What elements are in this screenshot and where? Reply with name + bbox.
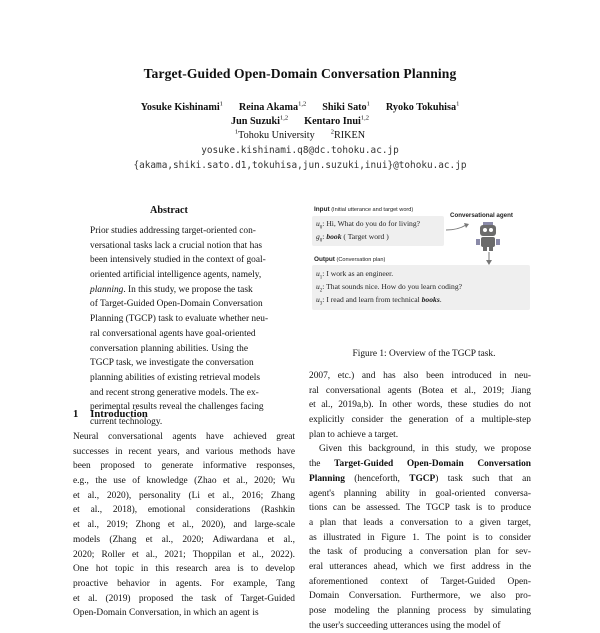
- abstract-line: and recent strong generative models. The ex-: [90, 387, 259, 398]
- abstract-heading: Abstract: [150, 205, 188, 216]
- email-primary[interactable]: yosuke.kishinami.q8@dc.tohoku.ac.jp: [201, 145, 399, 156]
- right-column-line: plan to achieve a target.: [309, 429, 399, 440]
- author: [322, 102, 370, 113]
- right-column-line: Planning (henceforth, TGCP) task such that an: [309, 473, 531, 484]
- intro-line: e.g., the use of knowledge (Zhao et al., 2020; Wu: [73, 476, 295, 487]
- target-word: books: [421, 295, 440, 304]
- intro-line: et al. (2019) proposed the task of Target-Guided: [73, 593, 295, 604]
- figure-output-utterance: $u_2$: That sounds nice. How do you learn coding?: [316, 282, 462, 294]
- right-column-line: aforementioned context of Target-Guided Open-: [309, 576, 531, 587]
- abstract-line: planning. In this study, we propose the task: [90, 284, 253, 295]
- abstract-line: current technology.: [90, 416, 163, 427]
- intro-line: et al., 2019; Zhong et al., 2020), and large-scale: [73, 520, 295, 531]
- intro-line: et al., 2018), emotional considerations (Rashkin: [73, 505, 295, 516]
- utterance-end: .: [439, 295, 442, 304]
- right-column-line: tions can be assessed. The TGCP task is to produce: [309, 503, 531, 514]
- utterance-text: I work as an engineer.: [326, 269, 394, 278]
- section-title: Introduction: [90, 409, 148, 420]
- right-column-line: Domain Conversation. Furthermore, we also pro-: [309, 591, 531, 602]
- abstract-line: conversation planning abilities. Using the: [90, 343, 248, 354]
- affiliation: [331, 130, 365, 141]
- intro-line: Neural conversational agents have achieved great: [73, 432, 295, 442]
- abstract-line: oriented artificial intelligence agents, namely,: [90, 270, 262, 281]
- right-column-line: explicitly consider the generation of a multiple-step: [309, 415, 531, 426]
- author-affiliation-mark: 1: [219, 101, 223, 108]
- right-column-line: 2007, etc.) and has also been introduced in neu-: [309, 371, 531, 381]
- author-name: Reina Akama: [238, 102, 299, 114]
- author-name: Kentaro Inui: [304, 116, 361, 128]
- right-column-line: Given this background, in this study, we propose: [319, 444, 531, 455]
- affiliation: [235, 130, 315, 141]
- utterance-text: I read and learn from technical: [326, 295, 420, 304]
- utterance-var: u: [316, 295, 320, 304]
- paper-title: Target-Guided Open-Domain Conversation Planning: [143, 66, 457, 81]
- figure-input-u0: $u_0$: Hi, What do you do for living?: [316, 219, 421, 231]
- section-number: 1: [73, 409, 79, 420]
- author: [386, 102, 459, 113]
- authors-line-1: [0, 101, 600, 113]
- intro-line: proactive behavior in agents. For example, Tang: [73, 578, 295, 589]
- abstract-line: Prior studies addressing target-oriented con-: [90, 226, 256, 236]
- abstract-line: TGCP task, we investigate the conversation: [90, 358, 254, 369]
- author: [231, 116, 288, 127]
- author: [304, 116, 369, 127]
- figure-output-utterance: $u_1$: I work as an engineer.: [316, 269, 394, 281]
- intro-line: successes in recent years, and various methods have: [73, 446, 295, 457]
- utterance-index: 1: [319, 275, 323, 281]
- affiliation-name: Tohoku University: [238, 130, 315, 142]
- intro-line: models (Zhang et al., 2020; Adiwardana et al.,: [73, 534, 295, 545]
- author-affiliation-mark: 1: [456, 101, 460, 108]
- abstract-line: perimental results reveal the challenges facing: [90, 402, 264, 413]
- utterance-index: 3: [319, 301, 323, 307]
- author-affiliation-mark: 1,2: [360, 115, 369, 122]
- author: [141, 102, 223, 113]
- right-column-line: as illustrated in Figure 1. The point is to consider: [309, 532, 531, 543]
- right-column-line: agent's planning ability in goal-oriented conversa-: [309, 488, 531, 499]
- right-column-line: et al., 2019a,b). In other words, these studies do not: [309, 400, 531, 411]
- figure-output-label: Output (Conversation plan): [314, 256, 386, 263]
- affiliation-mark: 2: [330, 129, 334, 136]
- intro-line: et al., 2020), personality (Li et al., 2016; Zhang: [73, 490, 295, 501]
- right-column-line: the user's succeeding utterances using the model of: [309, 620, 501, 631]
- author-name: Shiki Sato: [322, 102, 367, 114]
- authors-line-2: [0, 115, 600, 127]
- intro-line: One hot topic in this research area is to develop: [73, 564, 295, 575]
- intro-line: 2020; Roller et al., 2021; Thoppilan et al., 2022).: [73, 549, 295, 560]
- abstract-line: planning abilities of existing retrieval models: [90, 372, 261, 383]
- affiliation-name: RIKEN: [333, 130, 366, 142]
- author-name: Jun Suzuki: [231, 116, 281, 128]
- introduction-body: [73, 430, 295, 621]
- figure-caption: Figure 1: Overview of the TGCP task.: [352, 349, 496, 359]
- abstract-line: Planning (TGCP) task to evaluate whether neu-: [90, 314, 269, 325]
- figure-arrow-down-icon: [484, 252, 494, 266]
- right-column-line: the task of producing a conversation plan for sev-: [309, 547, 531, 558]
- right-column-line: ral conversational agents (Botea et al., 2019; Jiang: [309, 385, 531, 396]
- utterance-var: u: [316, 269, 320, 278]
- robot-agent-icon: [475, 222, 501, 252]
- right-column-line: the Target-Guided Open-Domain Conversation: [309, 459, 531, 470]
- right-column-body: [309, 369, 531, 633]
- right-column-line: a plan that leads a conversation to a given target,: [309, 517, 531, 528]
- figure-input-g0: $g_0$: book ( Target word ): [316, 232, 389, 244]
- right-column-line: eral utterances ahead, which we first address in the: [309, 561, 531, 572]
- author-affiliation-mark: 1,2: [298, 101, 307, 108]
- abstract-section: [90, 204, 269, 430]
- abstract-body: [90, 224, 269, 430]
- figure-agent-label: Conversational agent: [450, 212, 513, 219]
- utterance-index: 2: [319, 288, 323, 294]
- abstract-line: of Target-Guided Open-Domain Conversation: [90, 299, 263, 310]
- utterance-text: That sounds nice. How do you learn coding?: [326, 282, 462, 291]
- affiliation-mark: 1: [234, 129, 239, 136]
- utterance-var: u: [316, 282, 320, 291]
- email-group[interactable]: {akama,shiki.sato.d1,tokuhisa,jun.suzuki,inui}@tohoku.ac.jp: [133, 160, 467, 171]
- intro-line: been proposed to generate informative responses,: [73, 461, 295, 472]
- author: [239, 102, 306, 113]
- figure-input-label: Input (Initial utterance and target word): [314, 206, 414, 213]
- abstract-line: been intensively studied in the context of goal-: [90, 255, 266, 266]
- figure-1: [312, 206, 530, 342]
- author-name: Yosuke Kishinami: [140, 102, 220, 114]
- author-name: Ryoko Tokuhisa: [385, 102, 457, 114]
- right-column-line: pose modeling the planning process by simulating: [309, 606, 531, 616]
- introduction-heading: [73, 409, 148, 420]
- abstract-line: versational tasks lack a crucial notion that has: [90, 240, 263, 251]
- affiliations: [0, 129, 600, 141]
- abstract-line: ral conversational agents have goal-oriented: [90, 328, 256, 339]
- figure-output-utterance: $u_3$: I read and learn from technical books.: [316, 295, 442, 307]
- author-affiliation-mark: 1: [366, 101, 370, 108]
- figure-arrow-right-icon: [444, 222, 474, 236]
- author-affiliation-mark: 1,2: [280, 115, 289, 122]
- intro-line: Open-Domain Conversation, in which an agent is: [73, 608, 259, 619]
